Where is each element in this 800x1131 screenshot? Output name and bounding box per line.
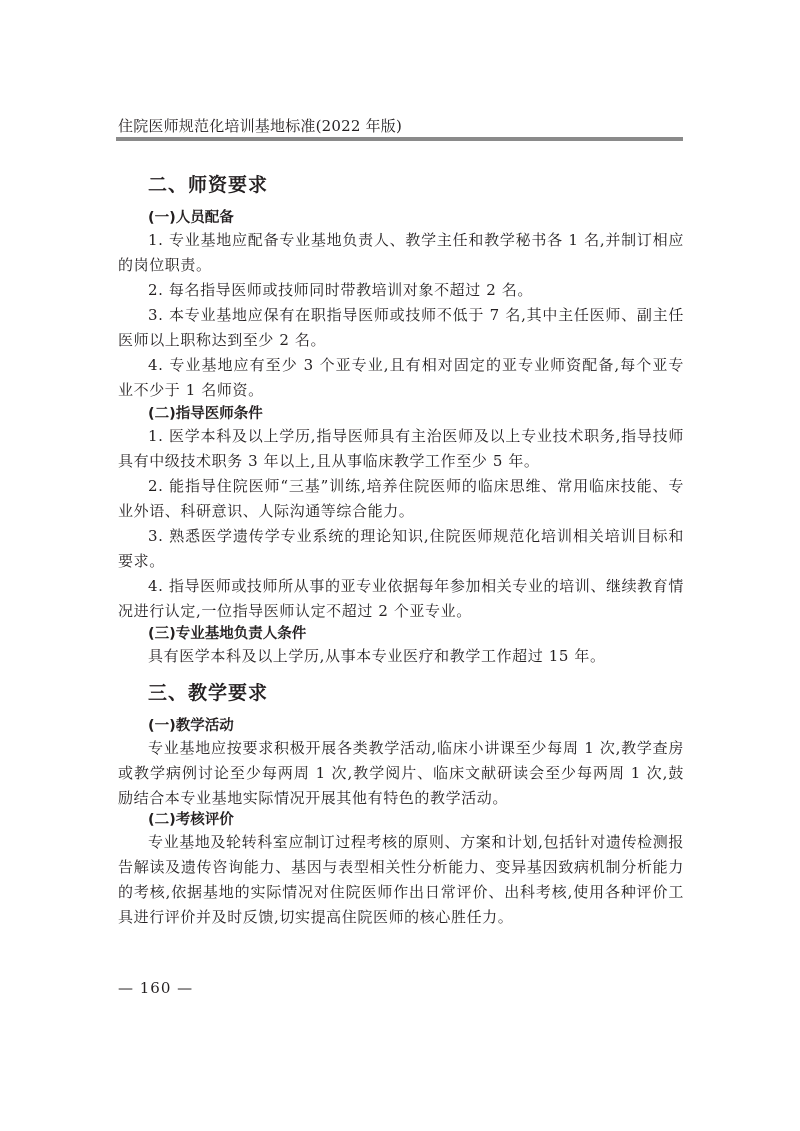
paragraph: 4. 指导医师或技师所从事的亚专业依据每年参加相关专业的培训、继续教育情况进行认定,一位指导医师认定不超过 2 个亚专业。	[118, 577, 684, 620]
paragraph: 3. 本专业基地应保有在职指导医师或技师不低于 7 名,其中主任医师、副主任医师以上职称达到至少 2 名。	[118, 306, 684, 349]
paragraph: 3. 熟悉医学遗传学专业系统的理论知识,住院医师规范化培训相关培训目标和要求。	[118, 527, 684, 570]
subsection-title: (三)专业基地负责人条件	[148, 626, 307, 642]
subsection-title: (二)指导医师条件	[148, 406, 263, 422]
subsection-title: (二)考核评价	[148, 812, 234, 828]
paragraph: 2. 每名指导医师或技师同时带教培训对象不超过 2 名。	[148, 281, 533, 299]
paragraph: 1. 专业基地应配备专业基地负责人、教学主任和教学秘书各 1 名,并制订相应的岗位职责。	[118, 231, 684, 274]
paragraph: 专业基地应按要求积极开展各类教学活动,临床小讲课至少每周 1 次,教学查房或教学病例讨论至少每两周 1 次,教学阅片、临床文献研读会至少每两周 1 次,鼓励结合本专业基地实际情况开展其他有特色的教学活动。	[118, 739, 684, 807]
paragraph: 具有医学本科及以上学历,从事本专业医疗和教学工作超过 15 年。	[148, 647, 606, 665]
paragraph: 1. 医学本科及以上学历,指导医师具有主治医师及以上专业技术职务,指导技师具有中级技术职务 3 年以上,且从事临床教学工作至少 5 年。	[118, 427, 684, 470]
header-rule	[116, 137, 683, 141]
paragraph: 专业基地及轮转科室应制订过程考核的原则、方案和计划,包括针对遗传检测报告解读及遗传咨询能力、基因与表型相关性分析能力、变异基因致病机制分析能力的考核,依据基地的实际情况对住院医师作出日常评价、出科考核,使用各种评价工具进行评价并及时反馈,切实提高住院医师的核心胜任力。	[118, 833, 684, 926]
page-number: — 160 —	[118, 979, 194, 997]
subsection-title: (一)教学活动	[148, 718, 234, 734]
running-header: 住院医师规范化培训基地标准(2022 年版)	[118, 117, 403, 135]
section-title: 三、教学要求	[148, 682, 269, 704]
section-title: 二、师资要求	[148, 174, 269, 196]
paragraph: 4. 专业基地应有至少 3 个亚专业,且有相对固定的亚专业师资配备,每个亚专业不少于 1 名师资。	[118, 356, 684, 399]
subsection-title: (一)人员配备	[148, 210, 234, 226]
paragraph: 2. 能指导住院医师“三基”训练,培养住院医师的临床思维、常用临床技能、专业外语、科研意识、人际沟通等综合能力。	[118, 477, 684, 520]
